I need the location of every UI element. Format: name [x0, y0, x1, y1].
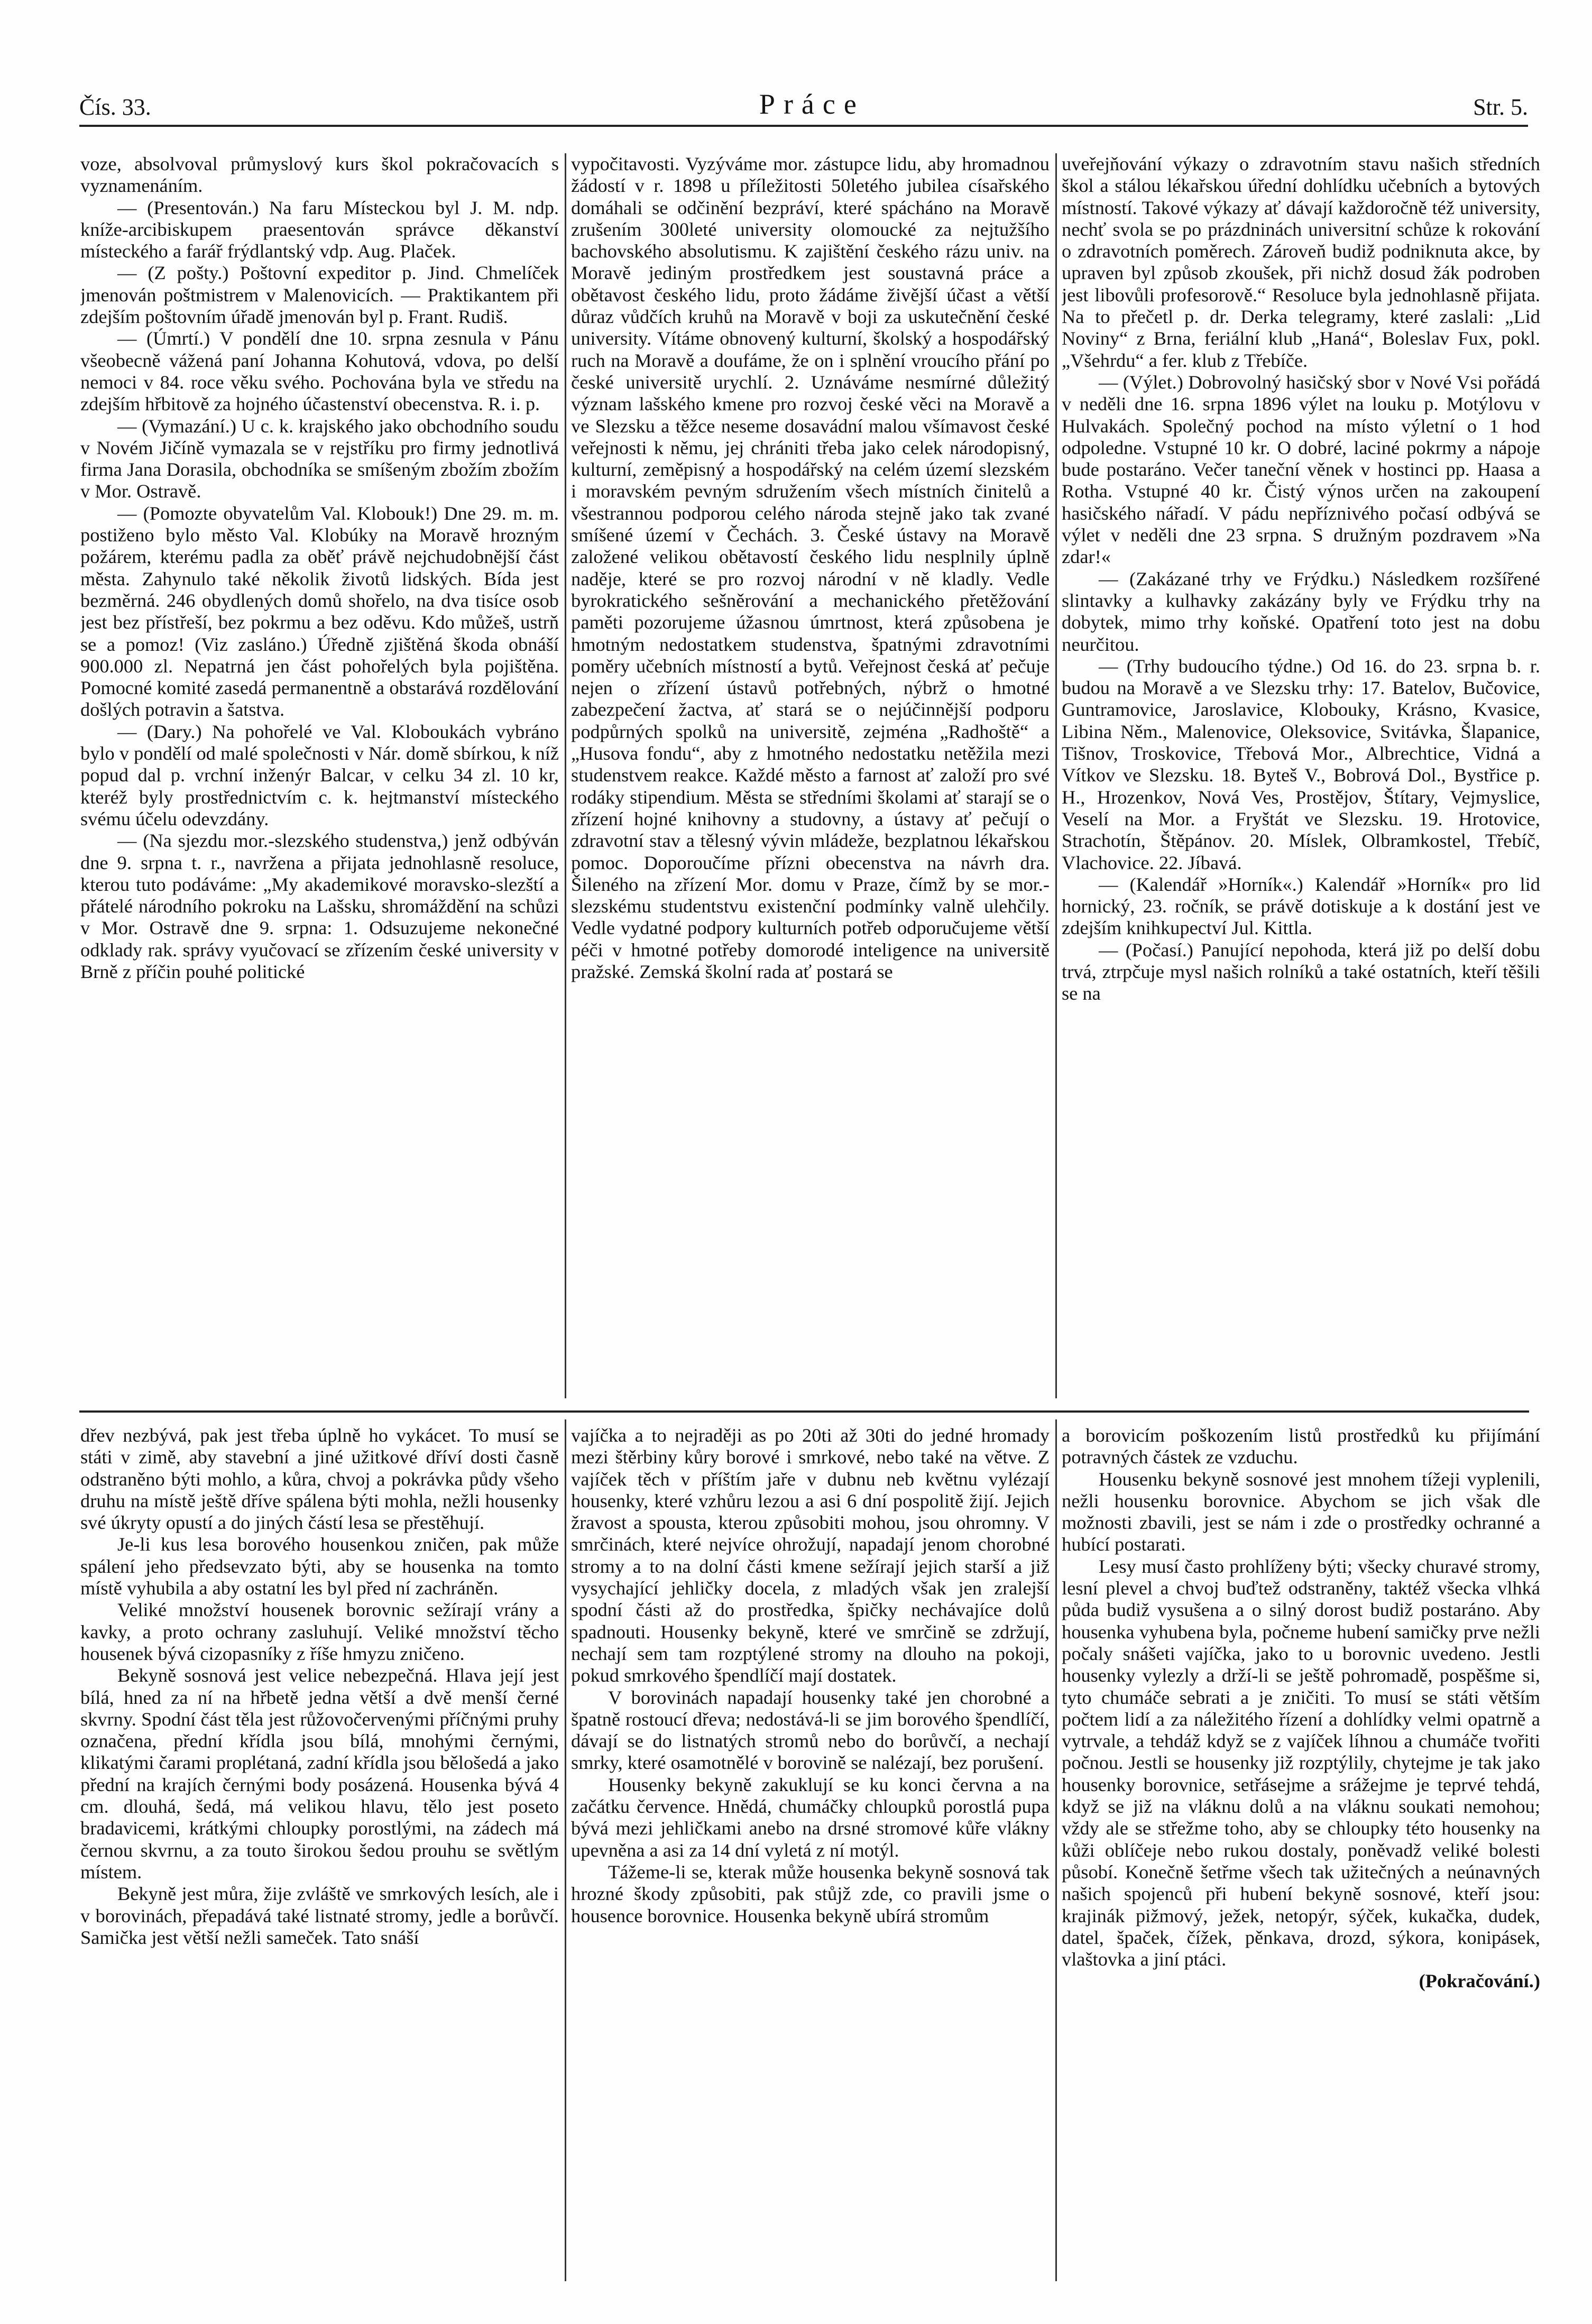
paragraph: dřev nezbývá, pak jest třeba úplně ho vykácet. To musí se státi v zimě, aby stavební a jiné užitkové dříví dosti časně odstraněno býti mohlo, a kůra, chvoj a pokrávka půdy všeho druhu na místě ještě dříve spálena býti mohla, nežli housenky své úkryty opustí a do jiných částí lesa se přestěhují. [80, 1425, 559, 1534]
paragraph: — (Pomozte obyvatelům Val. Klobouk!) Dne 29. m. m. postiženo bylo město Val. Klobúky na Moravě hrozným požárem, kterému padla za oběť právě nejchudobnější část města. Zahynulo také několik životů lidských. Bída jest bezměrná. 246 obydlených domů shořelo, na dva tisíce osob jest bez přístřeší, bez pokrmu a bez oděvu. Kdo můžeš, ustrň se a pomoz! (Viz zasláno.) Úředně zjištěná škoda obnáší 900.000 zl. Nepatrná jen část pohořelých byla pojištěna. Pomocné komité zasedá permanentně a obstarává rozdělování došlých potravin a šatstva. [80, 502, 559, 721]
bottom-column-2 [571, 1425, 1050, 2276]
section-divider [79, 1410, 1529, 1413]
paragraph: — (Presentován.) Na faru Místeckou byl J. M. ndp. kníže-arcibiskupem praesentován správce děkanství místeckého a farář frýdlantský vdp. Aug. Plaček. [80, 197, 559, 262]
paragraph: — (Dary.) Na pohořelé ve Val. Kloboukách vybráno bylo v pondělí od malé společnosti v Nár. domě sbírkou, k níž popud dal p. vrchní inženýr Balcar, v celku 34 zl. 10 kr, kteréž byly prostřednictvím c. k. hejtmanství místeckého svému účelu odevzdány. [80, 721, 559, 829]
paragraph: Veliké množství housenek borovnic sežírají vrány a kavky, a proto ochrany zasluhují. Veliké množství těcho housenek bývá cizopasníky z říše hmyzu zničeno. [80, 1599, 559, 1664]
paragraph: — (Na sjezdu mor.-slezského studenstva,) jenž odbýván dne 9. srpna t. r., navržena a přijata jednohlasně resoluce, kterou tuto podáváme: „My akademikové moravsko-slezští a přátelé národního pokroku na Lašsku, shromáždění na schůzi v Mor. Ostravě dne 9. srpna: 1. Odsuzujeme nekonečné odklady rak. správy vyučovací se zřízením české university v Brně z příčin pouhé politické [80, 830, 559, 982]
paragraph: Tážeme-li se, kterak může housenka bekyně sosnová tak hrozné škody způsobiti, pak stůjž zde, co pravili jsme o housence borovnice. Housenka bekyně ubírá stromům [571, 1861, 1050, 1926]
paragraph: — (Z pošty.) Poštovní expeditor p. Jind. Chmelíček jmenován poštmistrem v Malenovicích. — Praktikantem při zdejším poštovním úřadě jmenován byl p. Frant. Rudiš. [80, 262, 559, 328]
paragraph: — (Vymazání.) U c. k. krajského jako obchodního soudu v Novém Jičíně vymazala se v rejstříku pro firmy jednotlivá firma Jana Dorasila, obchodníka se smíšeným zbožím zbožím v Mor. Ostravě. [80, 415, 559, 502]
paragraph: Bekyně sosnová jest velice nebezpečná. Hlava její jest bílá, hned za ní na hřbetě jedna větší a dvě menší černé skvrny. Spodní část těla jest růžovočervenými příčnými pruhy označena, přední křídla jsou bílá, mnohými černými, klikatými čarami proplétaná, zadní křídla jsou bělošedá a jako přední na krajích černými body posázená. Housenka bývá 4 cm. dlouhá, šedá, má velikou hlavu, tělo jest poseto bradavicemi, krátkými chloupky porostlými, na zádech má černou skvrnu, a za touto širokou šedou prouhu se světlým místem. [80, 1665, 559, 1883]
bottom-column-1 [80, 1425, 559, 2276]
paragraph: vypočitavosti. Vyzýváme mor. zástupce lidu, aby hromadnou žádostí v r. 1898 u příležitosti 50letého jubilea císařského domáhali se odčinění bezpráví, které spácháno na Moravě zrušením 300leté university olomoucké za nejtužšího bachovského absolutismu. K zajištění českého rázu univ. na Moravě jediným prostředkem jest soustavná práce a obětavost českého lidu, proto žádáme živější účast a větší důraz vůdčích kruhů na Moravě v boji za uskutečnění české university. Vítáme obnovený kulturní, školský a hospodářský ruch na Moravě a doufáme, že on i splnění vroucího přání po české universitě urychlí. 2. Uznáváme nesmírné důležitý význam lašského kmene pro rozvoj české věci na Moravě a ve Slezsku a těžce neseme dosavádní malou všímavost české veřejnosti k němu, jej chrániti třeba jako celek národopisný, kulturní, zeměpisný a hospodářský na celém území slezském i moravském pevným sdružením všech místních činitelů a všestrannou podporou celého národa stejně jako tak zvané smíšené území v Čechách. 3. České ústavy na Moravě založené velikou obětavostí českého lidu nesplnily úplně naděje, které se pro rozvoj národní v ně kladly. Vedle byrokratického sešněrování a mechanického přetěžování paměti pozorujeme úžasnou úmrtnost, která způsobena je hmotným nedostatkem studenstva, špatnými zdravotními poměry učebních místností a bytů. Veřejnost česká ať pečuje nejen o zřízení ústavů potřebných, nýbrž o hmotné zabezpečení žactva, ať stará se o nejúčinnější podporu podpůrných spolků na universitě, zejména „Radhoště“ a „Husova fondu“, aby z hmotného nedostatku netěžila mezi studenstvem reakce. Každé město a farnost ať založí pro své rodáky stipendium. Města se středními školami ať starají se o zřízení hojné knihovny a studovny, a ústavy ať pečují o zdravotní stav a tělesný vývin mládeže, bezplatnou lékařskou pomoc. Doporoučíme přízni obecenstva na návrh dra. Šileného na zřízení Mor. domu v Praze, čímž by se mor.-slezskému studentstvu existenční podmínky valně ulehčily. Vedle vydatné podpory kulturních potřeb odporučujeme větší péči v hmotné potřeby domorodé inteligence na universitě pražské. Zemská školní rada ať postará se [571, 153, 1050, 982]
paragraph: Lesy musí často prohlíženy býti; všecky churavé stromy, lesní plevel a chvoj buďtež odstraněny, taktéž všecka vlhká půda budiž vysušena a o silný dorost budiž postaráno. Aby housenka vyhubena byla, počneme hubení samičky prve nežli počaly snášeti vajíčka, jako to u borovnic uvedeno. Jestli housenky vylezly a drží-li se ještě pohromadě, pospěšme si, tyto chumáče sebrati a je zničiti. To musí se státi větším počtem lidí a za náležitého řízení a dohlídky velmi opatrně a vytrvale, a tehdáž když se z vajíček líhnou a chumáče tvořiti počnou. Jestli se housenky již rozptýlily, chytejme je tak jako housenky borovnice, setřásejme a srážejme je teprvé tehdá, když se již na vláknu dolů a na vláknu soukati nemohou; vždy ale se střežme toho, aby se chloupky této housenky na kůži oblíčeje nebo rukou dostaly, poněvadž veliké bolesti působí. Konečně šetřme všech tak užitečných a neúnavných našich spojenců při hubení bekyně sosnové, kteří jsou: krajinák pižmový, ježek, netopýr, sýček, kukačka, dudek, datel, špaček, čížek, pěnkava, drozd, sýkora, konipásek, vlaštovka a jiní ptáci. [1062, 1555, 1540, 1970]
paragraph: — (Výlet.) Dobrovolný hasičský sbor v Nové Vsi pořádá v neděli dne 16. srpna 1896 výlet na louku p. Motýlovu v Hulvakách. Společný pochod na místo výletní o 1 hod odpoledne. Vstupné 10 kr. O dobré, laciné pokrmy a nápoje bude postaráno. Večer taneční věnek v hostinci pp. Haasa a Rotha. Vstupné 40 kr. Čistý výnos určen na zakoupení hasičského nářadí. V pádu nepříznivého počasí odbývá se výlet v neděli dne 23 srpna. S družným pozdravem »Na zdar!« [1062, 371, 1540, 568]
top-column-3 [1062, 153, 1540, 1401]
paragraph: uveřejňování výkazy o zdravotním stavu našich středních škol a stálou lékařskou úřední dohlídku učebních a bytových místností. Takové výkazy ať dávají každoročně též university, nechť svola se po prázdninách universitní schůze k rokování o zdravotních poměrech. Zároveň budiž podniknuta akce, by upraven byl způsob zkoušek, při nichž dosud žák podroben jest libovůli profesorově.“ Resoluce byla jednohlasně přijata. Na to přečetl p. dr. Derka telegramy, které zaslali: „Lid Noviny“ z Brna, feriální klub „Haná“, Boleslav Fux, pokl. „Všehrdu“ a fer. klub z Třebíče. [1062, 153, 1540, 371]
column-divider [565, 153, 566, 1398]
column-divider [565, 1419, 566, 2281]
column-divider [1055, 1419, 1057, 2281]
column-divider [1055, 153, 1057, 1398]
paragraph: Bekyně jest můra, žije zvláště ve smrkových lesích, ale i v borovinách, přepadává také listnaté stromy, jedle a borůvčí. Samička jest větší nežli sameček. Tato snáší [80, 1883, 559, 1948]
continuation-note: (Pokračování.) [1419, 1970, 1540, 1992]
paragraph: — (Počasí.) Panující nepohoda, která již po delší dobu trvá, ztrpčuje mysl našich rolníků a také ostatních, kteří těšili se na [1062, 939, 1540, 1004]
page-header [79, 85, 1528, 127]
paragraph: Housenky bekyně zakuklují se ku konci června a na začátku července. Hnědá, chumáčky chloupků porostlá pupa bývá mezi jehličkami anebo na drsné stromové kůře vlákny upevněna a asi za 14 dní vyletá z ní motýl. [571, 1774, 1050, 1861]
issue-number: Čís. 33. [79, 94, 151, 120]
paragraph: — (Úmrtí.) V pondělí dne 10. srpna zesnula v Pánu všeobecně vážená paní Johanna Kohutová, vdova, po delší nemoci v 84. roce věku svého. Pochována byla ve středu na zdejším hřbitově za hojného účastenství obecenstva. R. i. p. [80, 328, 559, 415]
page-number: Str. 5. [1473, 94, 1528, 120]
paragraph: — (Kalendář »Horník«.) Kalendář »Horník« pro lid hornický, 23. ročník, se právě dotiskuje a k dostání jest ve zdejším knihkupectví Jul. Kittla. [1062, 873, 1540, 939]
top-column-2 [571, 153, 1050, 1401]
paragraph: Housenku bekyně sosnové jest mnohem tížeji vyplenili, nežli housenku borovnice. Abychom se jich však dle možnosti zbavili, jest se nám i zde o prostředky ochranné a hubící postarati. [1062, 1468, 1540, 1555]
paragraph: V borovinách napadají housenky také jen chorobné a špatně rostoucí dřeva; nedostává-li se jim borového špendlíčí, dávají se do listnatých stromů nebo do borůvčí, a nechají smrky, které osamotnělé v borovině se nalézají, bez porušení. [571, 1686, 1050, 1774]
newspaper-title: Práce [759, 88, 865, 120]
top-column-1 [80, 153, 559, 1401]
paragraph: a borovicím poškozením listů prostředků ku přijímání potravných částek ze vzduchu. [1062, 1425, 1540, 1468]
paragraph: Je-li kus lesa borového housenkou zničen, pak může spálení jeho předsevzato býti, aby se housenka na tomto místě vyhubila a aby ostatní les byl před ní zachráněn. [80, 1534, 559, 1599]
paragraph: voze, absolvoval průmyslový kurs škol pokračovacích s vyznamenáním. [80, 153, 559, 197]
paragraph: vajíčka a to nejraději as po 20ti až 30ti do jedné hromady mezi štěrbiny kůry borové i smrkové, nebo také na větve. Z vajíček těch v příštím jaře v dubnu neb květnu vylézají housenky, které vzhůru lezou a asi 6 dní pospolitě žijí. Jejich žravost a spousta, kterou způsobiti mohou, jsou ohromny. V smrčinách, které nejvíce ohrožují, napadají jenom chorobné stromy a to na dolní části kmene sežírají jejich starší a již vysychající jehličky docela, z mladých však jen zralejší spodní části až do prostředka, špičky nechávajíce dolů spadnouti. Housenky bekyně, které ve smrčině se zdržují, nechají sem tam rozptýlené stromy na dlouho na pokoji, pokud smrkového špendlíčí mají dostatek. [571, 1425, 1050, 1686]
paragraph: — (Trhy budoucího týdne.) Od 16. do 23. srpna b. r. budou na Moravě a ve Slezsku trhy: 17. Batelov, Bučovice, Guntramovice, Jaroslavice, Klobouky, Krásno, Kvasice, Libina Něm., Malenovice, Oleksovice, Svitávka, Šlapanice, Tišnov, Troskovice, Třebová Mor., Albrechtice, Vidná a Vítkov ve Slezsku. 18. Byteš V., Bobrová Dol., Bystřice p. H., Hrozenkov, Nová Ves, Prostějov, Štítary, Vejmyslice, Veselí na Mor. a Fryštát ve Slezsku. 19. Hrotovice, Strachotín, Štěpánov. 20. Míslek, Olbramkostel, Třebíč, Vlachovice. 22. Jíbavá. [1062, 655, 1540, 873]
paragraph: — (Zakázané trhy ve Frýdku.) Následkem rozšířené slintavky a kulhavky zakázány byly ve Frýdku trhy na dobytek, mimo trhy koňské. Opatření toto jest na dobu neurčitou. [1062, 568, 1540, 655]
bottom-column-3 [1062, 1425, 1540, 2276]
